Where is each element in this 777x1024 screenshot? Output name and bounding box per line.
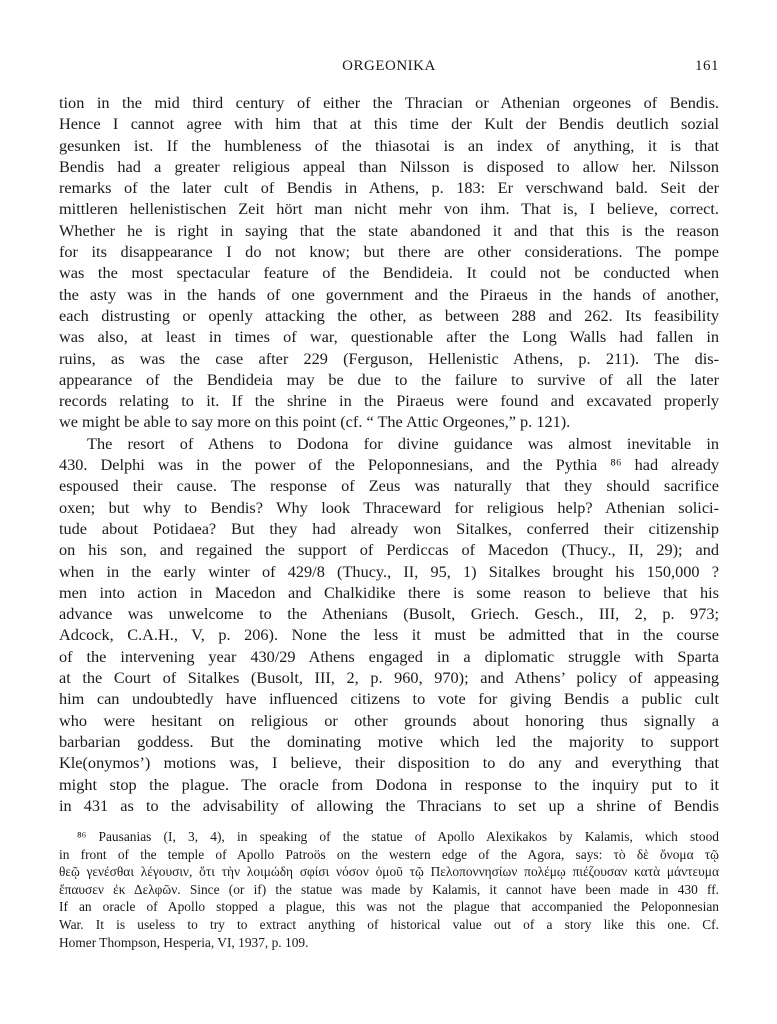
body-line: who were hesitant on religious or other grounds about honoring thus signally a bbox=[59, 710, 719, 730]
body-line: was the most spectacular feature of the Bendideia. It could not be conducted when bbox=[59, 263, 719, 283]
body-line: Adcock, C.A.H., V, p. 206). None the less it must be admitted that in the course bbox=[59, 625, 719, 645]
page-number: 161 bbox=[695, 58, 719, 74]
footnotes bbox=[59, 828, 719, 951]
body-line: Hence I cannot agree with him that at this time der Kult der Bendis deutlich sozial bbox=[59, 114, 719, 134]
footnote-line: ἔπαυσεν ἐκ Δελφῶν. Since (or if) the statue was made by Kalamis, it cannot have been made in 430 ff. bbox=[59, 881, 719, 897]
body-text bbox=[59, 92, 719, 816]
body-line: might stop the plague. The oracle from Dodona in response to the inquiry put to it bbox=[59, 774, 719, 794]
body-line: espoused their cause. The response of Zeus was naturally that they should sacrifice bbox=[59, 476, 719, 496]
body-line: for its disappearance I do not know; but there are other considerations. The pompe bbox=[59, 242, 719, 262]
body-line: tude about Potidaea? But they had already won Sitalkes, conferred their citizenship bbox=[59, 518, 719, 538]
body-line: Bendis had a greater religious appeal than Nilsson is disposed to allow her. Nilsson bbox=[59, 156, 719, 176]
footnote-line: If an oracle of Apollo stopped a plague, this was not the plague that accompanied the Peloponnesian bbox=[59, 899, 719, 915]
body-line: records relating to it. If the shrine in the Piraeus were found and excavated properly bbox=[59, 391, 719, 411]
body-line: of the intervening year 430/29 Athens engaged in a diplomatic struggle with Sparta bbox=[59, 646, 719, 666]
body-line: we might be able to say more on this point (cf. “ The Attic Orgeones,” p. 121). bbox=[59, 412, 571, 432]
body-line: him can undoubtedly have influenced citizens to vote for giving Bendis a public cult bbox=[59, 689, 719, 709]
body-line: in 431 as to the advisability of allowing the Thracians to set up a shrine of Bendis bbox=[59, 795, 719, 815]
footnote-line: War. It is useless to try to extract anything of historical value out of a story like this one. Cf. bbox=[59, 916, 719, 932]
footnote-line: in front of the temple of Apollo Patroös on the western edge of the Agora, says: τὸ δὲ ὄνομα τῷ bbox=[59, 846, 719, 862]
body-line: Whether he is right in saying that the state abandoned it and that this is the reason bbox=[59, 220, 719, 240]
footnote-line: θεῷ γενέσθαι λέγουσιν, ὅτι τὴν λοιμώδη σφίσι νόσον ὁμοῦ τῷ Πελοποννησίων πολέμῳ πιέζουσαν κατὰ μάντευμα bbox=[59, 864, 719, 880]
body-line: tion in the mid third century of either the Thracian or Athenian orgeones of Bendis. bbox=[59, 93, 719, 112]
page-header bbox=[59, 58, 719, 80]
body-line: gesunken ist. If the humbleness of the thiasotai is an index of anything, it is that bbox=[59, 135, 719, 155]
body-line: barbarian goddess. But the dominating motive which led the majority to support bbox=[59, 731, 719, 751]
body-line: ruins, as was the case after 229 (Ferguson, Hellenistic Athens, p. 211). The dis- bbox=[59, 348, 719, 368]
body-line: at the Court of Sitalkes (Busolt, III, 2, p. 960, 970); and Athens’ policy of appeasing bbox=[59, 668, 719, 688]
body-line: men into action in Macedon and Chalkidike there is some reason to believe that his bbox=[59, 582, 719, 602]
footnote-line: Homer Thompson, Hesperia, VI, 1937, p. 109. bbox=[59, 934, 309, 950]
body-line: The resort of Athens to Dodona for divine guidance was almost inevitable in bbox=[87, 433, 719, 453]
body-line: 430. Delphi was in the power of the Peloponnesians, and the Pythia ⁸⁶ had already bbox=[59, 455, 719, 475]
running-title: ORGEONIKA bbox=[342, 58, 436, 74]
body-line: was also, at least in times of war, questionable after the Long Walls had fallen in bbox=[59, 327, 719, 347]
body-line: oxen; but why to Bendis? Why look Thraceward for religious help? Athenian solici- bbox=[59, 497, 719, 517]
body-line: the asty was in the hands of one government and the Piraeus in the hands of another, bbox=[59, 284, 719, 304]
body-line: on his son, and regained the support of Perdiccas of Macedon (Thucy., II, 29); and bbox=[59, 540, 719, 560]
footnote-line: ⁸⁶ Pausanias (I, 3, 4), in speaking of the statue of Apollo Alexikakos by Kalamis, which stood bbox=[77, 829, 719, 844]
body-line: remarks of the later cult of Bendis in Athens, p. 183: Er verschwand bald. Seit der bbox=[59, 178, 719, 198]
body-line: mittleren hellenistischen Zeit hört man nicht mehr von ihm. That is, I believe, correct. bbox=[59, 199, 719, 219]
body-line: Kle(onymos’) motions was, I believe, their disposition to do any and everything that bbox=[59, 753, 719, 773]
body-line: appearance of the Bendideia may be due to the failure to survive of all the later bbox=[59, 369, 719, 389]
body-line: advance was unwelcome to the Athenians (Busolt, Griech. Gesch., III, 2, p. 973; bbox=[59, 604, 719, 624]
body-line: each distrusting or openly attacking the other, as between 288 and 262. Its feasibility bbox=[59, 305, 719, 325]
body-line: when in the early winter of 429/8 (Thucy., II, 95, 1) Sitalkes brought his 150,000 ? bbox=[59, 561, 719, 581]
